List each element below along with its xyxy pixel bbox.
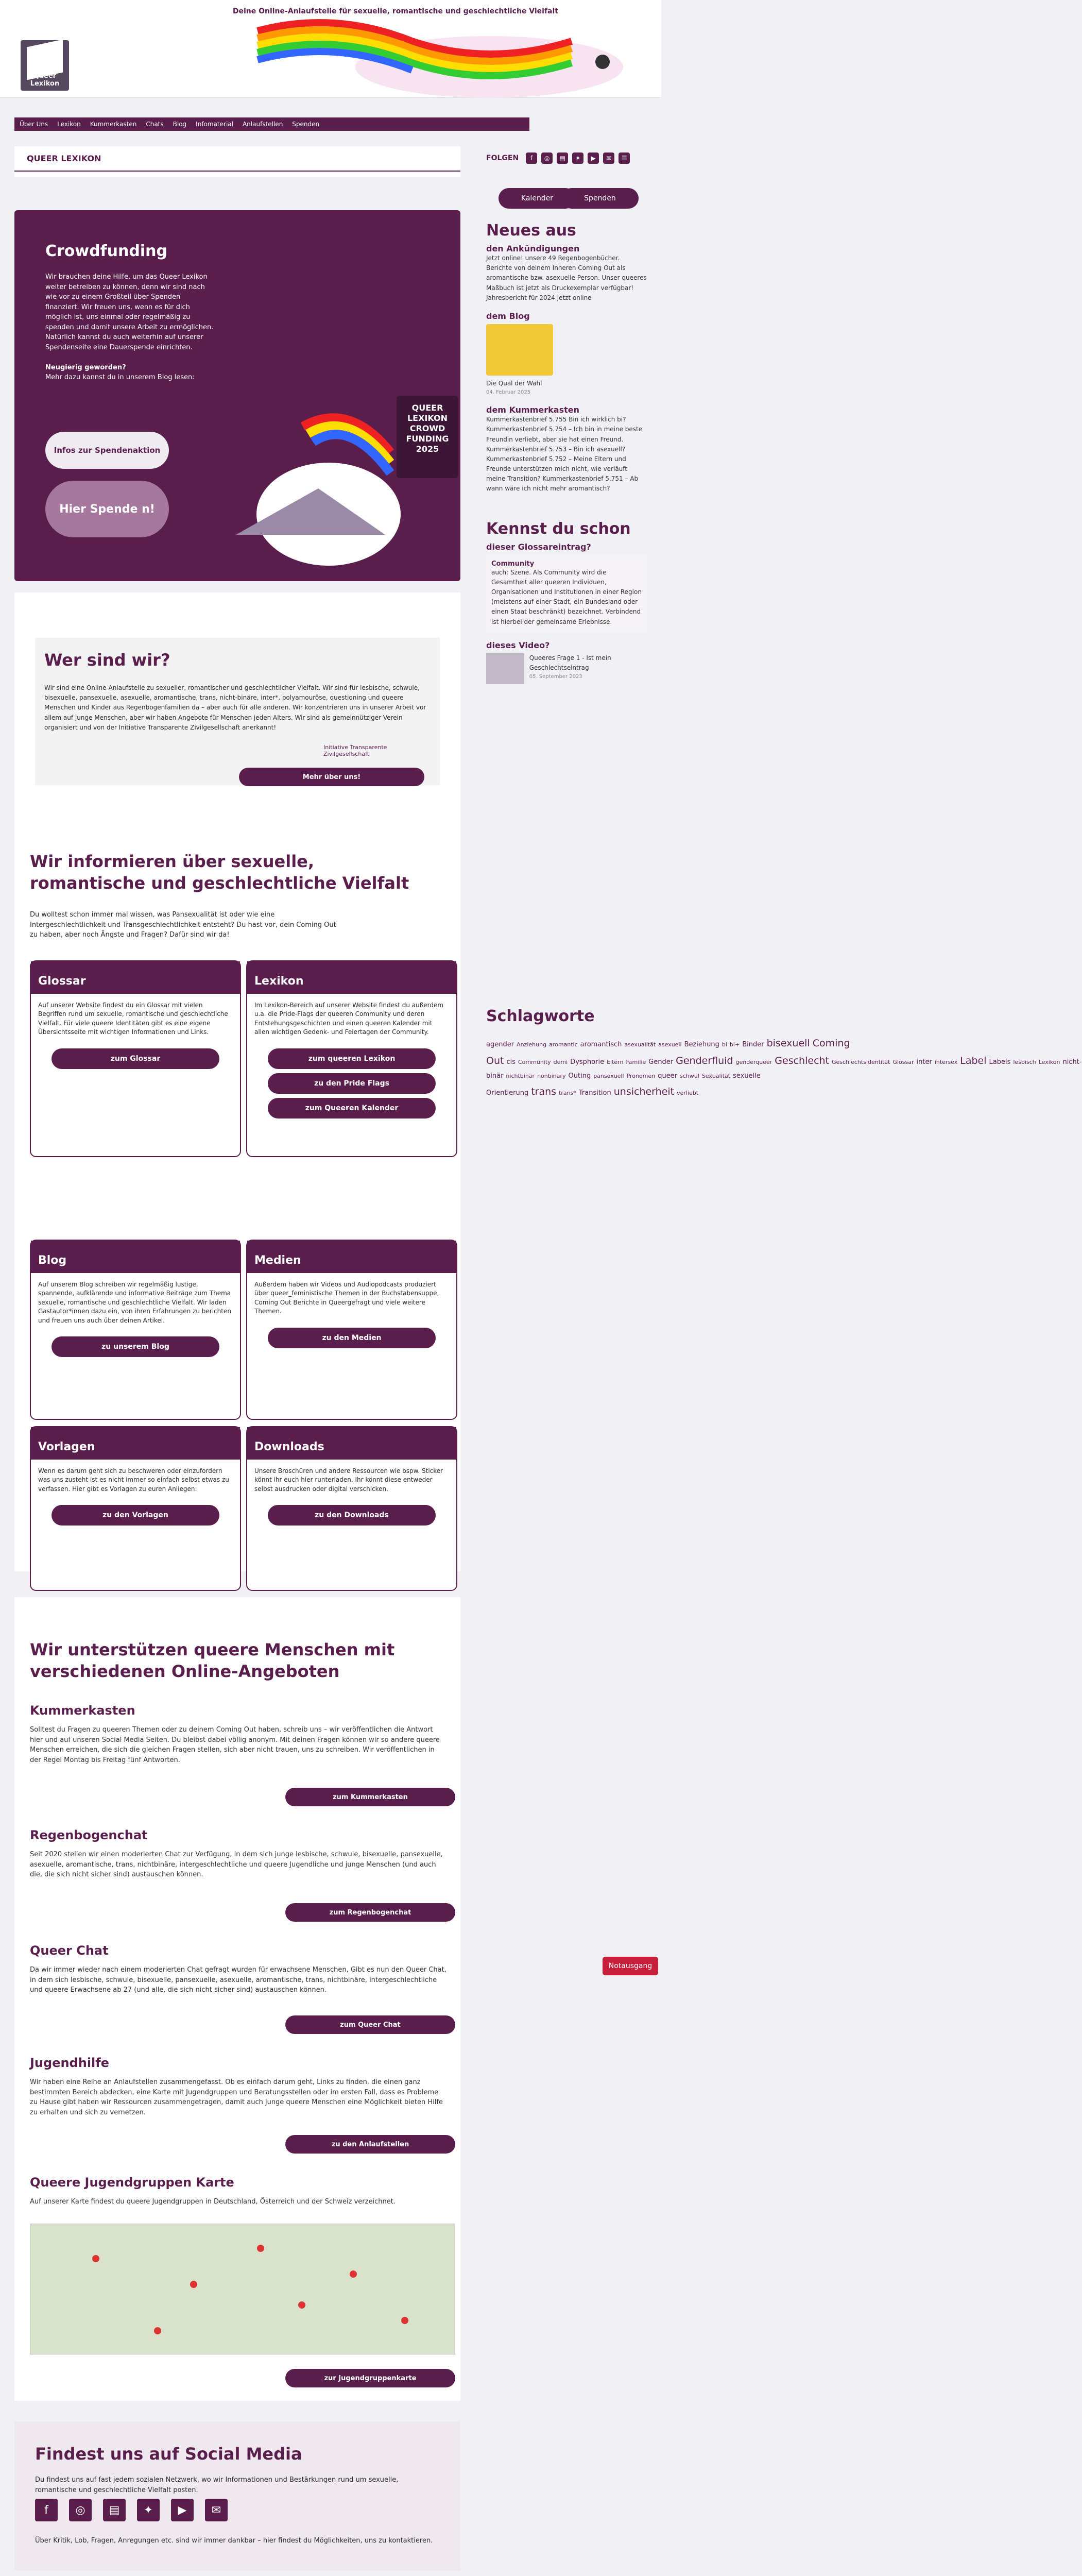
tag-link[interactable]: bi+: [729, 1041, 740, 1048]
nav-item-lexikon[interactable]: Lexikon: [57, 121, 81, 128]
mail-icon[interactable]: ✉: [603, 152, 614, 164]
social-icons: [35, 2499, 228, 2521]
youtube-icon[interactable]: ▶: [171, 2499, 194, 2521]
facebook-icon[interactable]: f: [35, 2499, 58, 2521]
jugendhilfe-text: Wir haben eine Reihe an Anlaufstellen zusammengefasst. Ob es einfach darum geht, Links zu finden, die einen ganz bestimmten Bereich abdecken, eine Karte mit Jugendgruppen und Beratungsstellen oder im ersten Fall, dass es Probleme zu Hause gibt haben wir Ressourcen zusammengetragen, damit auch junge queere Menschen eine Möglichkeit bieten Hilfe zu erhalten und sich zu vernetzen.: [30, 2078, 443, 2116]
zum-queer-chat-button[interactable]: zum Queer Chat: [285, 2015, 455, 2034]
rss-icon[interactable]: ☰: [619, 152, 630, 164]
breadcrumb: QUEER LEXIKON: [14, 146, 460, 172]
twitter-icon[interactable]: ✦: [137, 2499, 160, 2521]
header: [0, 0, 661, 128]
tag-link[interactable]: Familie: [626, 1059, 646, 1066]
tag-link[interactable]: inter: [916, 1058, 932, 1066]
jugendgruppen-karte-text: Auf unserer Karte findest du queere Jugendgruppen in Deutschland, Österreich und der Schweiz verzeichnet.: [30, 2198, 396, 2206]
news-section-title: dem Blog: [486, 311, 530, 321]
tag-list: [486, 1035, 1082, 1100]
news-section-text[interactable]: Die Qual der Wahl: [486, 379, 542, 387]
info-text: Du wolltest schon immer mal wissen, was Pansexualität ist oder wie eine Intergeschlechtlichkeit und Transgeschlechtlichkeit entsteht? Du hast vor, dein Coming Out zu haben, aber noch Ängste und Fragen? Dafür sind wir da!: [30, 911, 336, 939]
tag-link[interactable]: Geschlechtsidentität: [832, 1059, 890, 1066]
info-title: Wir informieren über sexuelle, romantische und geschlechtliche Vielfalt: [30, 852, 409, 893]
queer-chat-heading: Queer Chat: [30, 1943, 109, 1958]
zum-glossar-button[interactable]: zum Glossar: [51, 1048, 219, 1069]
news-section-title: den Ankündigungen: [486, 244, 580, 253]
social-section: [14, 2421, 460, 2571]
tag-link[interactable]: Labels: [989, 1058, 1011, 1066]
kummerkasten-heading: Kummerkasten: [30, 1703, 135, 1718]
wer-sind-wir-text: Wir sind eine Online-Anlaufstelle zu sexueller, romantischer und geschlechtlicher Vielfalt. Wir sind für lesbische, schwule, bisexuelle, pansexuelle, asexuelle, aromantische, trans, nicht-binäre, inter*, polyamouröse, questioning und queere Menschen und Kinder aus Regenbogenfamilien da – aber auch für alle anderen. Wir konzentrieren uns in unserer Arbeit vor allem auf junge Menschen, aber wir haben Angebote für Menschen jeden Alters. Wir sind als gemeinnütziger Verein organisiert und von der Initiative Transparente Zivilgesellschaft anerkannt!: [44, 684, 426, 731]
map-pin[interactable]: [401, 2317, 408, 2324]
tag-link[interactable]: nonbinary: [537, 1073, 566, 1080]
zu-den-medien-button[interactable]: zu den Medien: [268, 1328, 436, 1348]
spendenaktion-info-button[interactable]: Infos zur Spendenaktion: [45, 432, 169, 469]
nav-item-kummerkasten[interactable]: Kummerkasten: [90, 121, 137, 128]
zu-den-anlaufstellen-button[interactable]: zu den Anlaufstellen: [285, 2135, 455, 2154]
twitter-icon[interactable]: ✦: [572, 152, 583, 164]
card-downloads: Downloads Unsere Broschüren und andere Ressourcen wie bspw. Sticker könnt ihr euch hier runterladen. Ihr könnt diese entweder selbst ausdrucken oder digital verschicken. zu den Downloads: [246, 1426, 457, 1591]
wer-sind-wir-title: Wer sind wir?: [44, 650, 170, 670]
tag-link[interactable]: queer: [658, 1072, 678, 1080]
blog-thumbnail[interactable]: [486, 324, 553, 376]
tag-link[interactable]: Outing: [568, 1072, 591, 1080]
news-section-title: dem Kummerkasten: [486, 405, 579, 415]
tag-link[interactable]: Sexualität: [701, 1073, 731, 1080]
card-blog: Blog Auf unserem Blog schreiben wir regelmäßig lustige, spannende, aufklärende und informative Beiträge zum Thema sexuelle, romantische und geschlechtliche Vielfalt. Wir laden Gastautor*innen dazu ein, von ihren Erfahrungen zu berichten und freuen uns auch über deinen Artikel. zu unserem Blog: [30, 1240, 241, 1420]
kalender-button[interactable]: Kalender: [499, 188, 576, 209]
tag-link[interactable]: Community: [518, 1059, 551, 1066]
zu-den-downloads-button[interactable]: zu den Downloads: [268, 1505, 436, 1526]
follow-label: FOLGEN: [486, 154, 519, 162]
zur-jugendgruppenkarte-button[interactable]: zur Jugendgruppenkarte: [285, 2369, 455, 2387]
crowdfunding-banner: [14, 210, 460, 581]
tag-link[interactable]: trans*: [559, 1089, 576, 1096]
zum-queeren-lexikon-button[interactable]: zum queeren Lexikon: [268, 1048, 436, 1069]
mail-icon[interactable]: ✉: [205, 2499, 228, 2521]
tag-link[interactable]: asexualität: [624, 1041, 656, 1048]
card-glossar: Glossar Auf unserer Website findest du ein Glossar mit vielen Begriffen rund um sexuelle, romantische und geschlechtliche Vielfalt. Für viele queere Identitäten gibt es eine eigene Übersichtsseite mit wichtigen Informationen und Links. zum Glossar: [30, 960, 241, 1157]
tag-link[interactable]: sexuelle Orientierung: [486, 1072, 761, 1097]
tag-link[interactable]: Pronomen: [626, 1073, 656, 1080]
tag-link[interactable]: Dysphorie: [570, 1058, 605, 1066]
map-pin[interactable]: [92, 2255, 99, 2262]
zu-unserem-blog-button[interactable]: zu unserem Blog: [51, 1336, 219, 1357]
tag-link[interactable]: cis: [506, 1058, 516, 1066]
sidebar-news: Neues aus den Ankündigungen Jetzt online! unsere 49 Regenbogenbücher. Berichte von deinem Inneren Coming Out als aromantische bzw. asexuelle Person. Unser queeres Maßbuch ist jetzt als Druckexemplar verfügbar! Jahresbericht für 2024 jetzt online dem Blog Die Qual der Wahl 04. Februar 2025 dem Kummerkasten Kummerkastenbrief 5.755 Bin ich wirklich bi? Kummerkastenbrief 5.754 – Ich bin in meine beste Freundin verliebt, aber sie hat einen Freund. Kummerkastenbrief 5.753 – Bin ich asexuell? Kummerkastenbrief 5.752 – Meine Eltern und Freunde unterstützen mich nicht, wie verläuft meine Transition? Kummerkastenbrief 5.751 – Ab wann wäre ich nicht mehr aromantisch? Kennst du schon dieser Glossareintrag? Community auch: Szene. Als Community wird die Gesamtheit aller queeren Individuen, Organisationen und Institutionen in einer Region (meistens auf einer Stadt, ein Bundesland oder einen Staat beschränkt) bezeichnet. Verbindend ist hierbei der gemeinsame Erlebnisse. dieses Video? Queeres Frage 1 - Ist mein Geschlechtseintrag 05. September 2023: [486, 222, 647, 684]
nav-item-infomaterial[interactable]: Infomaterial: [196, 121, 233, 128]
breadcrumb-bar: [14, 146, 460, 177]
zu-den-vorlagen-button[interactable]: zu den Vorlagen: [51, 1505, 219, 1526]
site-logo[interactable]: Queer Lexikon: [21, 40, 69, 91]
news-title: Neues aus: [486, 222, 576, 240]
tag-link[interactable]: demi: [553, 1059, 568, 1066]
jugendhilfe-heading: Jugendhilfe: [30, 2056, 109, 2070]
news-section-text: Jetzt online! unsere 49 Regenbogenbücher. Berichte von deinem Inneren Coming Out als aromantische bzw. asexuelle Person. Unser queeres Maßbuch ist jetzt als Druckexemplar verfügbar! Jahresbericht für 2024 jetzt online: [486, 255, 647, 301]
wer-sind-wir-section: [14, 592, 460, 814]
contact-text: Über Kritik, Lob, Fragen, Anregungen etc. sind wir immer dankbar – hier findest du Möglichkeiten, uns zu kontaktieren.: [35, 2537, 433, 2545]
tag-link[interactable]: pansexuell: [593, 1073, 624, 1080]
card-vorlagen: Vorlagen Wenn es darum geht sich zu beschweren oder einzufordern was uns zusteht ist es nicht immer so einfach selbst etwas zu verfassen. Hier gibt es Vorlagen zu euren Anliegen: zu den Vorlagen: [30, 1426, 241, 1591]
tag-link[interactable]: unsicherheit: [613, 1086, 675, 1097]
video-teaser[interactable]: Queeres Frage 1 - Ist mein Geschlechtseintrag 05. September 2023: [486, 653, 647, 684]
tag-link[interactable]: asexuell: [658, 1041, 682, 1048]
tag-link[interactable]: Genderfluid: [676, 1055, 733, 1067]
unicorn-banner-illustration: [180, 10, 644, 93]
tag-link[interactable]: nichtbinär: [506, 1073, 535, 1080]
social-title: Findest uns auf Social Media: [35, 2444, 302, 2464]
tag-link[interactable]: Lexikon: [1038, 1059, 1060, 1066]
tags-title: Schlagworte: [486, 1007, 595, 1025]
instagram-icon[interactable]: ◎: [541, 152, 553, 164]
instagram-icon[interactable]: ◎: [69, 2499, 92, 2521]
social-text: Du findest uns auf fast jedem sozialen Netzwerk, wo wir Informationen und Bestärkungen rund um sexuelle, romantische und geschlechtliche Vielfalt posten.: [35, 2476, 399, 2494]
video-thumbnail[interactable]: [486, 653, 524, 684]
jugendgruppen-karte-heading: Queere Jugendgruppen Karte: [30, 2175, 234, 2190]
tag-link[interactable]: Glossar: [892, 1059, 914, 1066]
nav-item-spenden[interactable]: Spenden: [292, 121, 320, 128]
tag-link[interactable]: aromantisch: [580, 1041, 622, 1048]
spenden-button[interactable]: Hier Spende n!: [45, 481, 169, 537]
crowdfunding-text: Wir brauchen deine Hilfe, um das Queer Lexikon weiter betreiben zu können, denn wir sind nach wie vor zu einem Großteil über Spenden finanziert. Wir freuen uns, wenn es für dich möglich ist, uns einmal oder regelmäßig zu spenden und damit unsere Arbeit zu ermöglichen. Natürlich kannst du auch weiterhin auf unserer Spendenseite eine Dauerspende einrichten. Neugierig geworden? Mehr dazu kannst du in unserem Blog lesen:: [45, 273, 214, 381]
tag-link[interactable]: genderqueer: [735, 1059, 772, 1066]
card-medien: Medien Außerdem haben wir Videos und Audiopodcasts produziert über queer_feministische Themen in der Buchstabensuppe, Coming Out Berichte in Queergefragt und viele weitere Themen. zu den Medien: [246, 1240, 457, 1420]
tag-link[interactable]: Geschlecht: [775, 1055, 830, 1067]
tag-link[interactable]: lesbisch: [1013, 1059, 1036, 1066]
regenbogenchat-text: Seit 2020 stellen wir einen moderierten Chat zur Verfügung, in dem sich junge lesbische, schwule, bisexuelle, pansexuelle, asexuelle, aromantische, trans, nichtbinäre, intergeschlechtliche und queere Jugendliche und junge Menschen (und auch die, die sich nicht sicher sind) austauschen können.: [30, 1851, 443, 1878]
tag-link[interactable]: nicht-binär: [486, 1058, 1082, 1080]
tag-link[interactable]: agender: [486, 1041, 514, 1048]
tag-link[interactable]: trans: [531, 1086, 557, 1097]
tag-link[interactable]: bisexuell: [766, 1038, 810, 1049]
zum-queeren-kalender-button[interactable]: zum Queeren Kalender: [268, 1098, 436, 1118]
youtube-icon[interactable]: ▶: [588, 152, 599, 164]
zum-regenbogenchat-button[interactable]: zum Regenbogenchat: [285, 1903, 455, 1922]
card-lexikon: Lexikon Im Lexikon-Bereich auf unserer Website findest du außerdem u.a. die Pride-Flags der queeren Community und deren Entstehungsgeschichten und einen queeren Kalender mit allen wichtigen Gedenk- und Feiertagen der Community. zum queeren Lexikon zu den Pride Flags zum Queeren Kalender: [246, 960, 457, 1157]
map-pin[interactable]: [190, 2281, 197, 2288]
tag-link[interactable]: Eltern: [607, 1059, 624, 1066]
kennst-du-schon-title: Kennst du schon: [486, 519, 631, 538]
tag-link[interactable]: aromantic: [549, 1041, 578, 1048]
tag-link[interactable]: Beziehung: [684, 1041, 719, 1048]
regenbogenchat-heading: Regenbogenchat: [30, 1828, 148, 1842]
queer-chat-text: Da wir immer wieder nach einem moderierten Chat gefragt wurden für erwachsene Menschen, Gibt es nun den Queer Chat, in dem sich lesbische, schwule, bisexuelle, pansexuelle, asexuelle, aromantische, trans, nichtbinäre, intergeschlechtliche und queere Erwachsene ab 27 (und alle, die sich nicht sicher sind) austauschen können.: [30, 1966, 446, 1994]
map-pin[interactable]: [350, 2270, 357, 2278]
tag-cloud: [486, 1003, 1082, 1100]
jugendgruppen-map[interactable]: [30, 2224, 455, 2354]
tag-link[interactable]: Transition: [578, 1089, 611, 1097]
facebook-icon[interactable]: f: [526, 152, 537, 164]
tag-link[interactable]: Coming Out: [486, 1038, 850, 1067]
support-title: Wir unterstützen queere Menschen mit verschiedenen Online-Angeboten: [30, 1640, 395, 1681]
map-pin[interactable]: [257, 2245, 264, 2252]
tag-link[interactable]: Anziehung: [517, 1041, 547, 1048]
map-pin[interactable]: [298, 2301, 305, 2309]
zum-kummerkasten-button[interactable]: zum Kummerkasten: [285, 1788, 455, 1806]
tag-link[interactable]: schwul: [680, 1073, 699, 1080]
map-pin[interactable]: [154, 2327, 161, 2334]
twitch-icon[interactable]: ▤: [103, 2499, 126, 2521]
mehr-ueber-uns-button[interactable]: Mehr über uns!: [239, 768, 424, 786]
spenden-button[interactable]: Spenden: [561, 188, 639, 209]
follow-bar: [486, 146, 647, 170]
nav-item-anlaufstellen[interactable]: Anlaufstellen: [242, 121, 283, 128]
main-nav: [14, 117, 529, 131]
crowdfunding-2025-badge: QUEER LEXIKON CROWD FUNDING 2025: [397, 396, 458, 478]
nav-item-blog[interactable]: Blog: [173, 121, 187, 128]
tag-link[interactable]: verliebt: [677, 1089, 699, 1096]
glossar-teaser: Community auch: Szene. Als Community wird die Gesamtheit aller queeren Individuen, Organisationen und Institutionen in einer Region (meistens auf einer Stadt, ein Bundesland oder einen Staat beschränkt) bezeichnet. Verbindend ist hierbei der gemeinsame Erlebnisse.: [486, 555, 647, 632]
tag-link[interactable]: Binder: [742, 1041, 764, 1048]
news-section-text: Kummerkastenbrief 5.755 Bin ich wirklich bi? Kummerkastenbrief 5.754 – Ich bin in meine beste Freundin verliebt, aber sie hat einen Freund. Kummerkastenbrief 5.753 – Bin ich asexuell? Kummerkastenbrief 5.752 – Meine Eltern und Freunde unterstützen mich nicht, wie verläuft meine Transition? Kummerkastenbrief 5.751 – Ab wann wäre ich nicht mehr aromantisch?: [486, 416, 643, 493]
tag-link[interactable]: Gender: [648, 1058, 674, 1066]
site-tagline: Deine Online-Anlaufstelle für sexuelle, romantische und geschlechtliche Vielfalt: [232, 7, 558, 15]
tag-link[interactable]: Label: [960, 1055, 987, 1067]
twitch-icon[interactable]: ▤: [557, 152, 568, 164]
crowdfunding-title: Crowdfunding: [45, 242, 167, 260]
tag-link[interactable]: intersex: [934, 1059, 958, 1066]
notausgang-button[interactable]: Notausgang: [603, 1957, 658, 1975]
nav-item-chats[interactable]: Chats: [146, 121, 164, 128]
tag-link[interactable]: bi: [722, 1041, 727, 1048]
zu-den-pride-flags-button[interactable]: zu den Pride Flags: [268, 1073, 436, 1094]
nav-item-ueber-uns[interactable]: Über Uns: [20, 121, 48, 128]
itz-logo[interactable]: Initiative Transparente Zivilgesellschaft: [323, 744, 387, 757]
kummerkasten-text: Solltest du Fragen zu queeren Themen oder zu deinem Coming Out haben, schreib uns – wir veröffentlichen die Antwort hier und auf unseren Social Media Seiten. Du bleibst dabei völlig anonym. Mit deinen Fragen können wir so andere queere Menschen erreichen, die sich die gleichen Fragen stellen, sich aber nicht trauen, uns zu schreiben. Wir veröffentlichen in der Regel Montag bis Freitag fünf Antworten.: [30, 1726, 440, 1764]
unicorn-reading-illustration: [215, 380, 411, 576]
